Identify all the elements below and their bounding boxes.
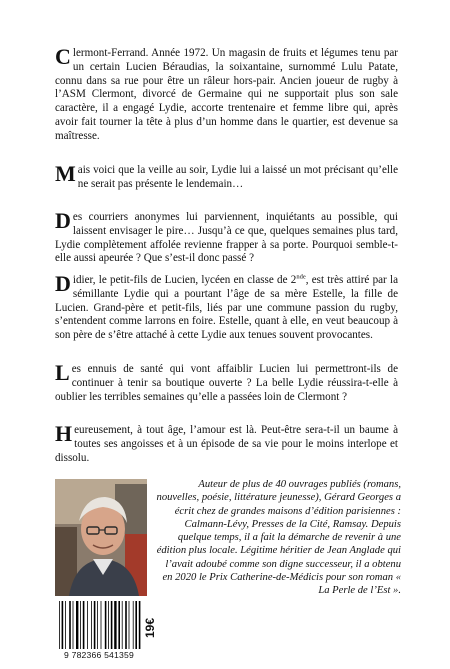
- paragraph-text: lermont-Ferrand. Année 1972. Un magasin de fruits et légumes tenu par un certain Lucien Béraudias, la soixantaine, surnommé Lulu Patate, connu dans sa rue pour être un râleur hors-pair. Ancien joueur de rugby à l’ASM Clermont, divorcé de Germaine qui ne supportait plus son sale caractère, il a engagé Lydie, accorte trentenaire et femme libre qui, après avoir fait tourner la tête à plus d’un homme dans le quartier, est devenue sa maîtresse.: [55, 47, 398, 142]
- paragraph-text: es courriers anonymes lui parviennent, inquiétants au possible, qui laissent envisager le pire… Jusqu’à ce que, quelques semaines plus tard, Lydie complètement affolée revienne frapper à sa porte. Pourquoi semble-t-elle aussi apeurée ? Que s’est-il donc passé ?: [55, 211, 398, 265]
- paragraph-text: es ennuis de santé qui vont affaiblir Lucien lui permettront-ils de continuer à tenir sa boutique ouverte ? La belle Lydie réussira-t-elle à oublier les terribles semaines qu’elle a passées loin de Clermont ?: [55, 363, 398, 403]
- paragraph-text: eureusement, à tout âge, l’amour est là. Peut-être sera-t-il un baume à toutes ses angoisses et à un épisode de sa vie pour le moins interlope et dissolu.: [55, 424, 398, 464]
- author-photo-illustration: [55, 479, 147, 596]
- author-bio: Auteur de plus de 40 ouvrages publiés (romans, nouvelles, poésie, littérature jeunesse), Gérard Georges a écrit chez de grandes maisons d’édition parisiennes : Calmann-Lévy, Presses de la Cité, Ramsay. Depuis quelque temps, il a fait la démarche de revenir à une édition plus locale. Légitime héritier de Jean Anglade qui l’avait adoubé comme son digne successeur, il a obtenu en 2020 le Prix Catherine-de-Médicis pour son roman « La Perle de l’Est ».: [156, 479, 401, 597]
- drop-cap: C: [55, 44, 71, 69]
- author-photo: [55, 479, 147, 596]
- superscript: nde: [296, 273, 306, 281]
- synopsis-paragraph-6: [55, 421, 398, 465]
- barcode: [57, 600, 141, 651]
- synopsis-paragraph-3: [55, 208, 398, 266]
- drop-cap: L: [55, 360, 70, 385]
- drop-cap: H: [55, 421, 73, 446]
- synopsis-paragraph-5: [55, 360, 398, 404]
- drop-cap: D: [55, 208, 71, 233]
- isbn-number: 9 782366 541359: [64, 650, 134, 660]
- synopsis-paragraph-1: [55, 44, 398, 144]
- price: 19€: [143, 617, 157, 639]
- drop-cap: D: [55, 271, 71, 296]
- paragraph-text: idier, le petit-fils de Lucien, lycéen en classe de 2: [72, 274, 297, 286]
- paragraph-text-cont: , est très attiré par la sémillante Lydie qui a pourtant l’âge de sa mère Estelle, la fille de Lucien. Grand-père et petit-fils, liés par une commune passion du rugby, s’entendent comme larrons en foire. Estelle, quant à elle, en veut beaucoup à son père de s’être attaché à cette Lydie aux tenues souvent provocantes.: [55, 274, 398, 342]
- synopsis-paragraph-4: [55, 271, 398, 343]
- paragraph-text: ais voici que la veille au soir, Lydie lui a laissé un mot précisant qu’elle ne serait pas présente le lendemain…: [77, 164, 398, 190]
- synopsis-paragraph-2: [55, 161, 398, 192]
- drop-cap: M: [55, 161, 76, 186]
